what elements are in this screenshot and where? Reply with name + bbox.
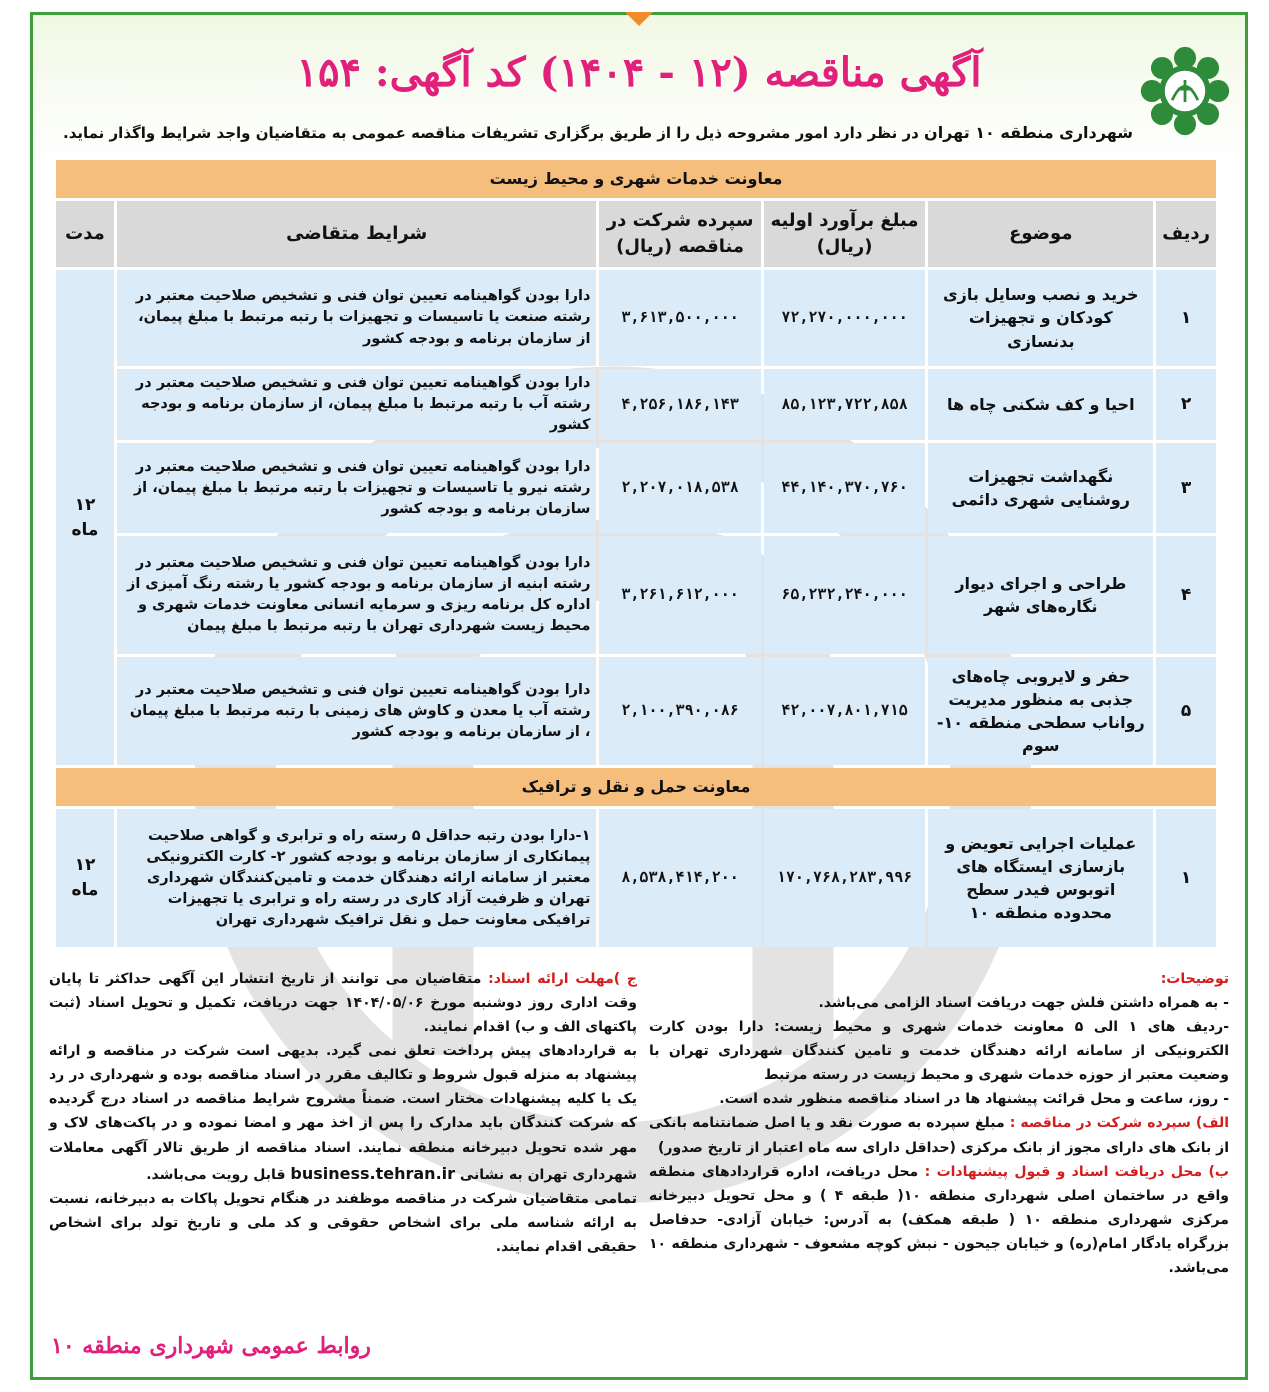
row-estimate: ۷۲,۲۷۰,۰۰۰,۰۰۰ <box>764 270 926 366</box>
row-conditions: دارا بودن گواهینامه تعیین توان فنی و تشخیص صلاحیت معتبر در رشته آب با رتبه مرتبط با مبلغ پیمان، از سازمان برنامه و بودجه کشور <box>117 369 597 440</box>
intro-org: شهرداری منطقه ۱۰ تهران <box>924 123 1133 142</box>
row-subject: نگهداشت تجهیزات روشنایی شهری دائمی <box>928 443 1153 533</box>
intro-text: در نظر دارد امور مشروحه ذیل را از طریق برگزاری تشریفات مناقصه عمومی به متقاضیان واجد شرایط واگذار نماید. <box>63 124 919 142</box>
note-text: مبلغ سپرده به صورت نقد و یا اصل ضمانتنامه بانکی از بانک های دارای مجوز از بانک مرکزی (حداقل دارای سه ماه اعتبار از تاریخ صدور) <box>649 1115 1229 1156</box>
col-row-no: ردیف <box>1156 201 1216 267</box>
note-item <box>649 1015 1229 1087</box>
section-title: معاونت خدمات شهری و محیط زیست <box>56 160 1216 198</box>
note-item: - روز، ساعت و محل قرائت پیشنهاد ها در اسناد مناقصه منظور شده است. <box>719 1091 1229 1108</box>
notes-right <box>649 967 1229 1280</box>
row-subject: خرید و نصب وسایل بازی کودکان و تجهیزات بدنسازی <box>928 270 1153 366</box>
row-estimate: ۴۲,۰۰۷,۸۰۱,۷۱۵ <box>764 657 926 765</box>
footer-brand: روابط عمومی شهرداری منطقه ۱۰ <box>51 1333 371 1359</box>
col-conditions: شرایط متقاضی <box>117 201 597 267</box>
row-estimate: ۱۷۰,۷۶۸,۲۸۳,۹۹۶ <box>764 809 926 947</box>
page-title <box>153 49 1125 96</box>
row-subject: حفر و لایروبی چاه‌های جذبی به منظور مدیریت رواناب سطحی منطقه ۱۰- سوم <box>928 657 1153 765</box>
note-item <box>49 967 637 1039</box>
note-item <box>649 1111 1229 1159</box>
row-no: ۱ <box>1156 809 1216 947</box>
row-deposit: ۴,۲۵۶,۱۸۶,۱۴۳ <box>599 369 760 440</box>
note-text: به قراردادهای پیش پرداخت تعلق نمی گیرد. بدیهی است شرکت در مناقصه و ارائه پیشنهاد به منزله قبول شروط و تکالیف مقرر در اسناد مناقصه بوده و شهرداری در رد یک یا کلیه پیشنهادات مختار است. ضمناً مشروح شرایط مناقصه در اسناد درج گردیده که شرکت کنندگان باید مدارک را پس از اخذ مهر و امضا نموده و در پاکت‌های لاک و مهر شده تحویل دبیرخانه منطقه نمایند. اسناد مناقصه از طریق تالار آگهی معاملات شهرداری تهران به نشانی <box>49 1043 637 1183</box>
tehran-municipality-logo-icon <box>1139 45 1231 137</box>
note-item: - به همراه داشتن فلش جهت دریافت اسناد الزامی می‌باشد. <box>818 995 1229 1012</box>
note-text: دارا بودن کارت الکترونیکی از سامانه ارائه دهندگان خدمت و تامین کنندگان شهرداری تهران با وضعیت معتبر از حوزه خدمات شهری و محیط زیست در رسته مرتبط <box>649 1019 1229 1084</box>
header-row <box>56 201 1216 267</box>
row-subject: عملیات اجرایی تعویض و بازسازی ایستگاه های اتوبوس فیدر سطح محدوده منطقه ۱۰ <box>928 809 1153 947</box>
row-estimate: ۴۴,۱۴۰,۳۷۰,۷۶۰ <box>764 443 926 533</box>
note-text: قابل رویت می‌باشد. <box>146 1166 286 1183</box>
row-estimate: ۶۵,۲۳۲,۲۴۰,۰۰۰ <box>764 536 926 654</box>
col-deposit: سپرده شرکت در مناقصه (ریال) <box>599 201 760 267</box>
table-row <box>56 657 1216 765</box>
row-duration: ۱۲ ماه <box>56 270 114 765</box>
row-no: ۱ <box>1156 270 1216 366</box>
note-text: محل دریافت، اداره قراردادهای منطقه واقع در ساختمان اصلی شهرداری منطقه ۱۰( طبقه ۴ ) و محل تحویل دبیرخانه مرکزی شهرداری منطقه ۱۰ ( طبقه همکف) به آدرس: خیابان آزادی- حدفاصل بزرگراه یادگار امام(ره) و خیابان جیحون - نبش کوچه مشعوف - شهرداری منطقه ۱۰ می‌باشد. <box>649 1163 1229 1276</box>
note-item: تمامی متقاضیان شرکت در مناقصه موظفند در هنگام تحویل پاکات به دبیرخانه، نسبت به ارائه شناسه ملی برای اشخاص حقوقی و کد ملی و تاریخ تولد برای اشخاص حقیقی اقدام نمایند. <box>49 1191 637 1256</box>
row-duration: ۱۲ ماه <box>56 809 114 947</box>
notes-heading: توضیحات: <box>1160 971 1229 987</box>
top-notch <box>625 12 653 26</box>
row-conditions: دارا بودن گواهینامه تعیین توان فنی و تشخیص صلاحیت معتبر در رشته صنعت یا تاسیسات و تجهیزات با رتبه مرتبط با مبلغ پیمان، از سازمان برنامه و بودجه کشور <box>117 270 597 366</box>
title-code: (۱۲ - ۱۴۰۴) کد آگهی: ۱۵۴ <box>296 49 751 96</box>
table-row <box>56 443 1216 533</box>
row-conditions: دارا بودن گواهینامه تعیین توان فنی و تشخیص صلاحیت معتبر در رشته ابنیه از سازمان برنامه و بودجه کشور یا رشته رنگ آمیزی از اداره کل برنامه ریزی و سرمایه انسانی معاونت خدمات شهری و محیط زیست شهرداری تهران با رتبه مرتبط با مبلغ پیمان <box>117 536 597 654</box>
row-subject: طراحی و اجرای دیوار نگاره‌های شهر <box>928 536 1153 654</box>
row-subject: احیا و کف شکنی چاه ها <box>928 369 1153 440</box>
tender-table <box>53 157 1219 950</box>
row-deposit: ۳,۶۱۳,۵۰۰,۰۰۰ <box>599 270 760 366</box>
site-link[interactable]: business.tehran.ir <box>290 1163 456 1183</box>
note-text: متقاضیان می توانند از تاریخ انتشار این آگهی حداکثر تا پایان وقت اداری روز دوشنبه مورخ ۱۴۰۴/۰۵/۰۶ جهت دریافت، تکمیل و تحویل اسناد (ثبت پاکتهای الف و ب) اقدام نمایند. <box>49 971 637 1036</box>
note-label: الف) سپرده شرکت در مناقصه : <box>1009 1115 1230 1132</box>
intro-line <box>63 123 1133 142</box>
note-label: ج )مهلت ارائه اسناد: <box>488 971 638 987</box>
row-no: ۲ <box>1156 369 1216 440</box>
row-no: ۴ <box>1156 536 1216 654</box>
section-row <box>56 160 1216 198</box>
advertisement-frame <box>30 12 1248 1380</box>
section-title: معاونت حمل و نقل و ترافیک <box>56 768 1216 806</box>
row-conditions: ۱-دارا بودن رتبه حداقل ۵ رسته راه و ترابری و گواهی صلاحیت پیمانکاری از سازمان برنامه و بودجه کشور ۲- کارت الکترونیکی معتبر از سامانه ارائه دهندگان خدمت و تامین‌کنندگان شهرداری تهران و ظرفیت آزاد کاری در رسته راه و ترابری یا تجهیزات ترافیکی معاونت حمل و نقل ترافیک شهرداری تهران <box>117 809 597 947</box>
col-estimate: مبلغ برآورد اولیه (ریال) <box>764 201 926 267</box>
row-no: ۳ <box>1156 443 1216 533</box>
notes-left <box>49 967 637 1259</box>
section-row <box>56 768 1216 806</box>
row-deposit: ۲,۱۰۰,۳۹۰,۰۸۶ <box>599 657 760 765</box>
note-label: -ردیف های ۱ الی ۵ معاونت خدمات شهری و محیط زیست: <box>774 1019 1230 1036</box>
note-item <box>49 1039 637 1187</box>
table-row <box>56 270 1216 366</box>
row-no: ۵ <box>1156 657 1216 765</box>
table-row <box>56 809 1216 947</box>
note-item <box>649 1160 1229 1280</box>
row-deposit: ۸,۵۳۸,۴۱۴,۲۰۰ <box>599 809 760 947</box>
row-deposit: ۲,۲۰۷,۰۱۸,۵۳۸ <box>599 443 760 533</box>
note-label: ب) محل دریافت اسناد و قبول پیشنهادات : <box>924 1163 1229 1180</box>
row-deposit: ۳,۲۶۱,۶۱۲,۰۰۰ <box>599 536 760 654</box>
col-subject: موضوع <box>928 201 1153 267</box>
table-row <box>56 369 1216 440</box>
row-conditions: دارا بودن گواهینامه تعیین توان فنی و تشخیص صلاحیت معتبر در رشته آب یا معدن و کاوش های زمینی با رتبه مرتبط با مبلغ پیمان ، از سازمان برنامه و بودجه کشور <box>117 657 597 765</box>
row-estimate: ۸۵,۱۲۳,۷۲۲,۸۵۸ <box>764 369 926 440</box>
title-main: آگهی مناقصه <box>764 49 982 96</box>
col-duration: مدت <box>56 201 114 267</box>
row-conditions: دارا بودن گواهینامه تعیین توان فنی و تشخیص صلاحیت معتبر در رشته نیرو یا تاسیسات و تجهیزات با رتبه مرتبط با مبلغ پیمان، از سازمان برنامه و بودجه کشور <box>117 443 597 533</box>
table-row <box>56 536 1216 654</box>
